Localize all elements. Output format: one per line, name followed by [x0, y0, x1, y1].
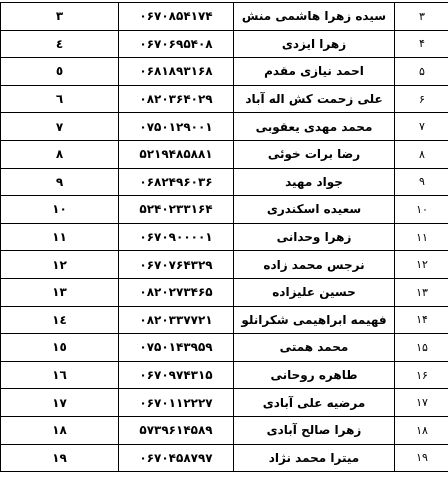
row-index-cell: ۸: [395, 140, 448, 168]
row-number-cell: ١٣: [1, 278, 119, 306]
name-cell: زهرا ایزدی: [234, 30, 395, 58]
national-code-cell: ۰۸۲۰۲۷۳۴۶۵: [119, 278, 234, 306]
row-number-cell: ١١: [1, 223, 119, 251]
national-code-cell: ۰۶۷۰۶۹۵۴۰۸: [119, 30, 234, 58]
table-row: [1, 416, 448, 444]
row-number-cell: ١٢: [1, 251, 119, 279]
name-cell: زهرا صالح آبادی: [234, 416, 395, 444]
row-index-cell: ۱۳: [395, 278, 448, 306]
table-row: [1, 85, 448, 113]
table-row: [1, 113, 448, 141]
row-index-cell: ۱۵: [395, 334, 448, 362]
row-index-cell: ۱۴: [395, 306, 448, 334]
national-code-cell: ۰۶۸۲۴۹۶۰۳۶: [119, 168, 234, 196]
row-number-cell: ١٥: [1, 334, 119, 362]
name-cell: طاهره روحانی: [234, 361, 395, 389]
row-index-cell: ۱۹: [395, 444, 448, 472]
table-row: [1, 3, 448, 31]
roster-table: [0, 2, 448, 472]
table-row: [1, 58, 448, 86]
table-row: [1, 334, 448, 362]
national-code-cell: ۰۸۲۰۳۶۴۰۲۹: [119, 85, 234, 113]
row-index-cell: ۱۱: [395, 223, 448, 251]
national-code-cell: ۰۶۷۰۷۶۴۳۲۹: [119, 251, 234, 279]
table-row: [1, 278, 448, 306]
name-cell: فهیمه ابراهیمی شکرانلو: [234, 306, 395, 334]
national-code-cell: ۰۶۸۱۸۹۳۱۶۸: [119, 58, 234, 86]
name-cell: نرجس محمد زاده: [234, 251, 395, 279]
national-code-cell: ۰۷۵۰۱۲۹۰۰۱: [119, 113, 234, 141]
row-number-cell: ١٧: [1, 389, 119, 417]
row-number-cell: ٩: [1, 168, 119, 196]
row-number-cell: ٨: [1, 140, 119, 168]
table-row: [1, 444, 448, 472]
table-row: [1, 196, 448, 224]
national-code-cell: ۵۲۴۰۲۳۳۱۶۴: [119, 196, 234, 224]
row-index-cell: ۱۲: [395, 251, 448, 279]
row-number-cell: ٦: [1, 85, 119, 113]
name-cell: جواد مهید: [234, 168, 395, 196]
row-index-cell: ۶: [395, 85, 448, 113]
row-index-cell: ۹: [395, 168, 448, 196]
row-number-cell: ٤: [1, 30, 119, 58]
row-index-cell: ۱۶: [395, 361, 448, 389]
table-row: [1, 140, 448, 168]
name-cell: رضا برات خوئی: [234, 140, 395, 168]
table-row: [1, 361, 448, 389]
name-cell: علی زحمت کش اله آباد: [234, 85, 395, 113]
national-code-cell: ۰۷۵۰۱۴۳۹۵۹: [119, 334, 234, 362]
national-code-cell: ۰۶۷۰۹۷۴۳۱۵: [119, 361, 234, 389]
row-number-cell: ١٨: [1, 416, 119, 444]
name-cell: حسین علیزاده: [234, 278, 395, 306]
table-row: [1, 389, 448, 417]
row-index-cell: ۷: [395, 113, 448, 141]
national-code-cell: ۰۶۷۰۹۰۰۰۰۱: [119, 223, 234, 251]
table-row: [1, 168, 448, 196]
table-row: [1, 223, 448, 251]
row-index-cell: ۱۸: [395, 416, 448, 444]
table-row: [1, 30, 448, 58]
name-cell: احمد نیازی مقدم: [234, 58, 395, 86]
row-index-cell: ۱۷: [395, 389, 448, 417]
row-number-cell: ١٤: [1, 306, 119, 334]
table-row: [1, 251, 448, 279]
row-number-cell: ١٩: [1, 444, 119, 472]
national-code-cell: ۵۷۳۹۶۱۴۵۸۹: [119, 416, 234, 444]
row-index-cell: ۱۰: [395, 196, 448, 224]
row-number-cell: ٧: [1, 113, 119, 141]
name-cell: مرضیه علی آبادی: [234, 389, 395, 417]
row-index-cell: ۴: [395, 30, 448, 58]
name-cell: محمد همتی: [234, 334, 395, 362]
row-index-cell: ۵: [395, 58, 448, 86]
national-code-cell: ۰۶۷۰۱۱۲۲۲۷: [119, 389, 234, 417]
name-cell: زهرا وحدانی: [234, 223, 395, 251]
national-code-cell: ۰۸۲۰۳۳۷۷۲۱: [119, 306, 234, 334]
name-cell: محمد مهدی یعقوبی: [234, 113, 395, 141]
roster-table-body: [1, 3, 448, 472]
name-cell: سیده زهرا هاشمی منش: [234, 3, 395, 31]
national-code-cell: ۰۶۷۰۸۵۴۱۷۴: [119, 3, 234, 31]
row-number-cell: ۳: [1, 3, 119, 31]
row-number-cell: ١٦: [1, 361, 119, 389]
row-number-cell: ١٠: [1, 196, 119, 224]
national-code-cell: ۵۲۱۹۴۸۵۸۸۱: [119, 140, 234, 168]
row-index-cell: ۳: [395, 3, 448, 31]
table-row: [1, 306, 448, 334]
row-number-cell: ٥: [1, 58, 119, 86]
name-cell: میترا محمد نژاد: [234, 444, 395, 472]
national-code-cell: ۰۶۷۰۴۵۸۷۹۷: [119, 444, 234, 472]
name-cell: سعیده اسکندری: [234, 196, 395, 224]
